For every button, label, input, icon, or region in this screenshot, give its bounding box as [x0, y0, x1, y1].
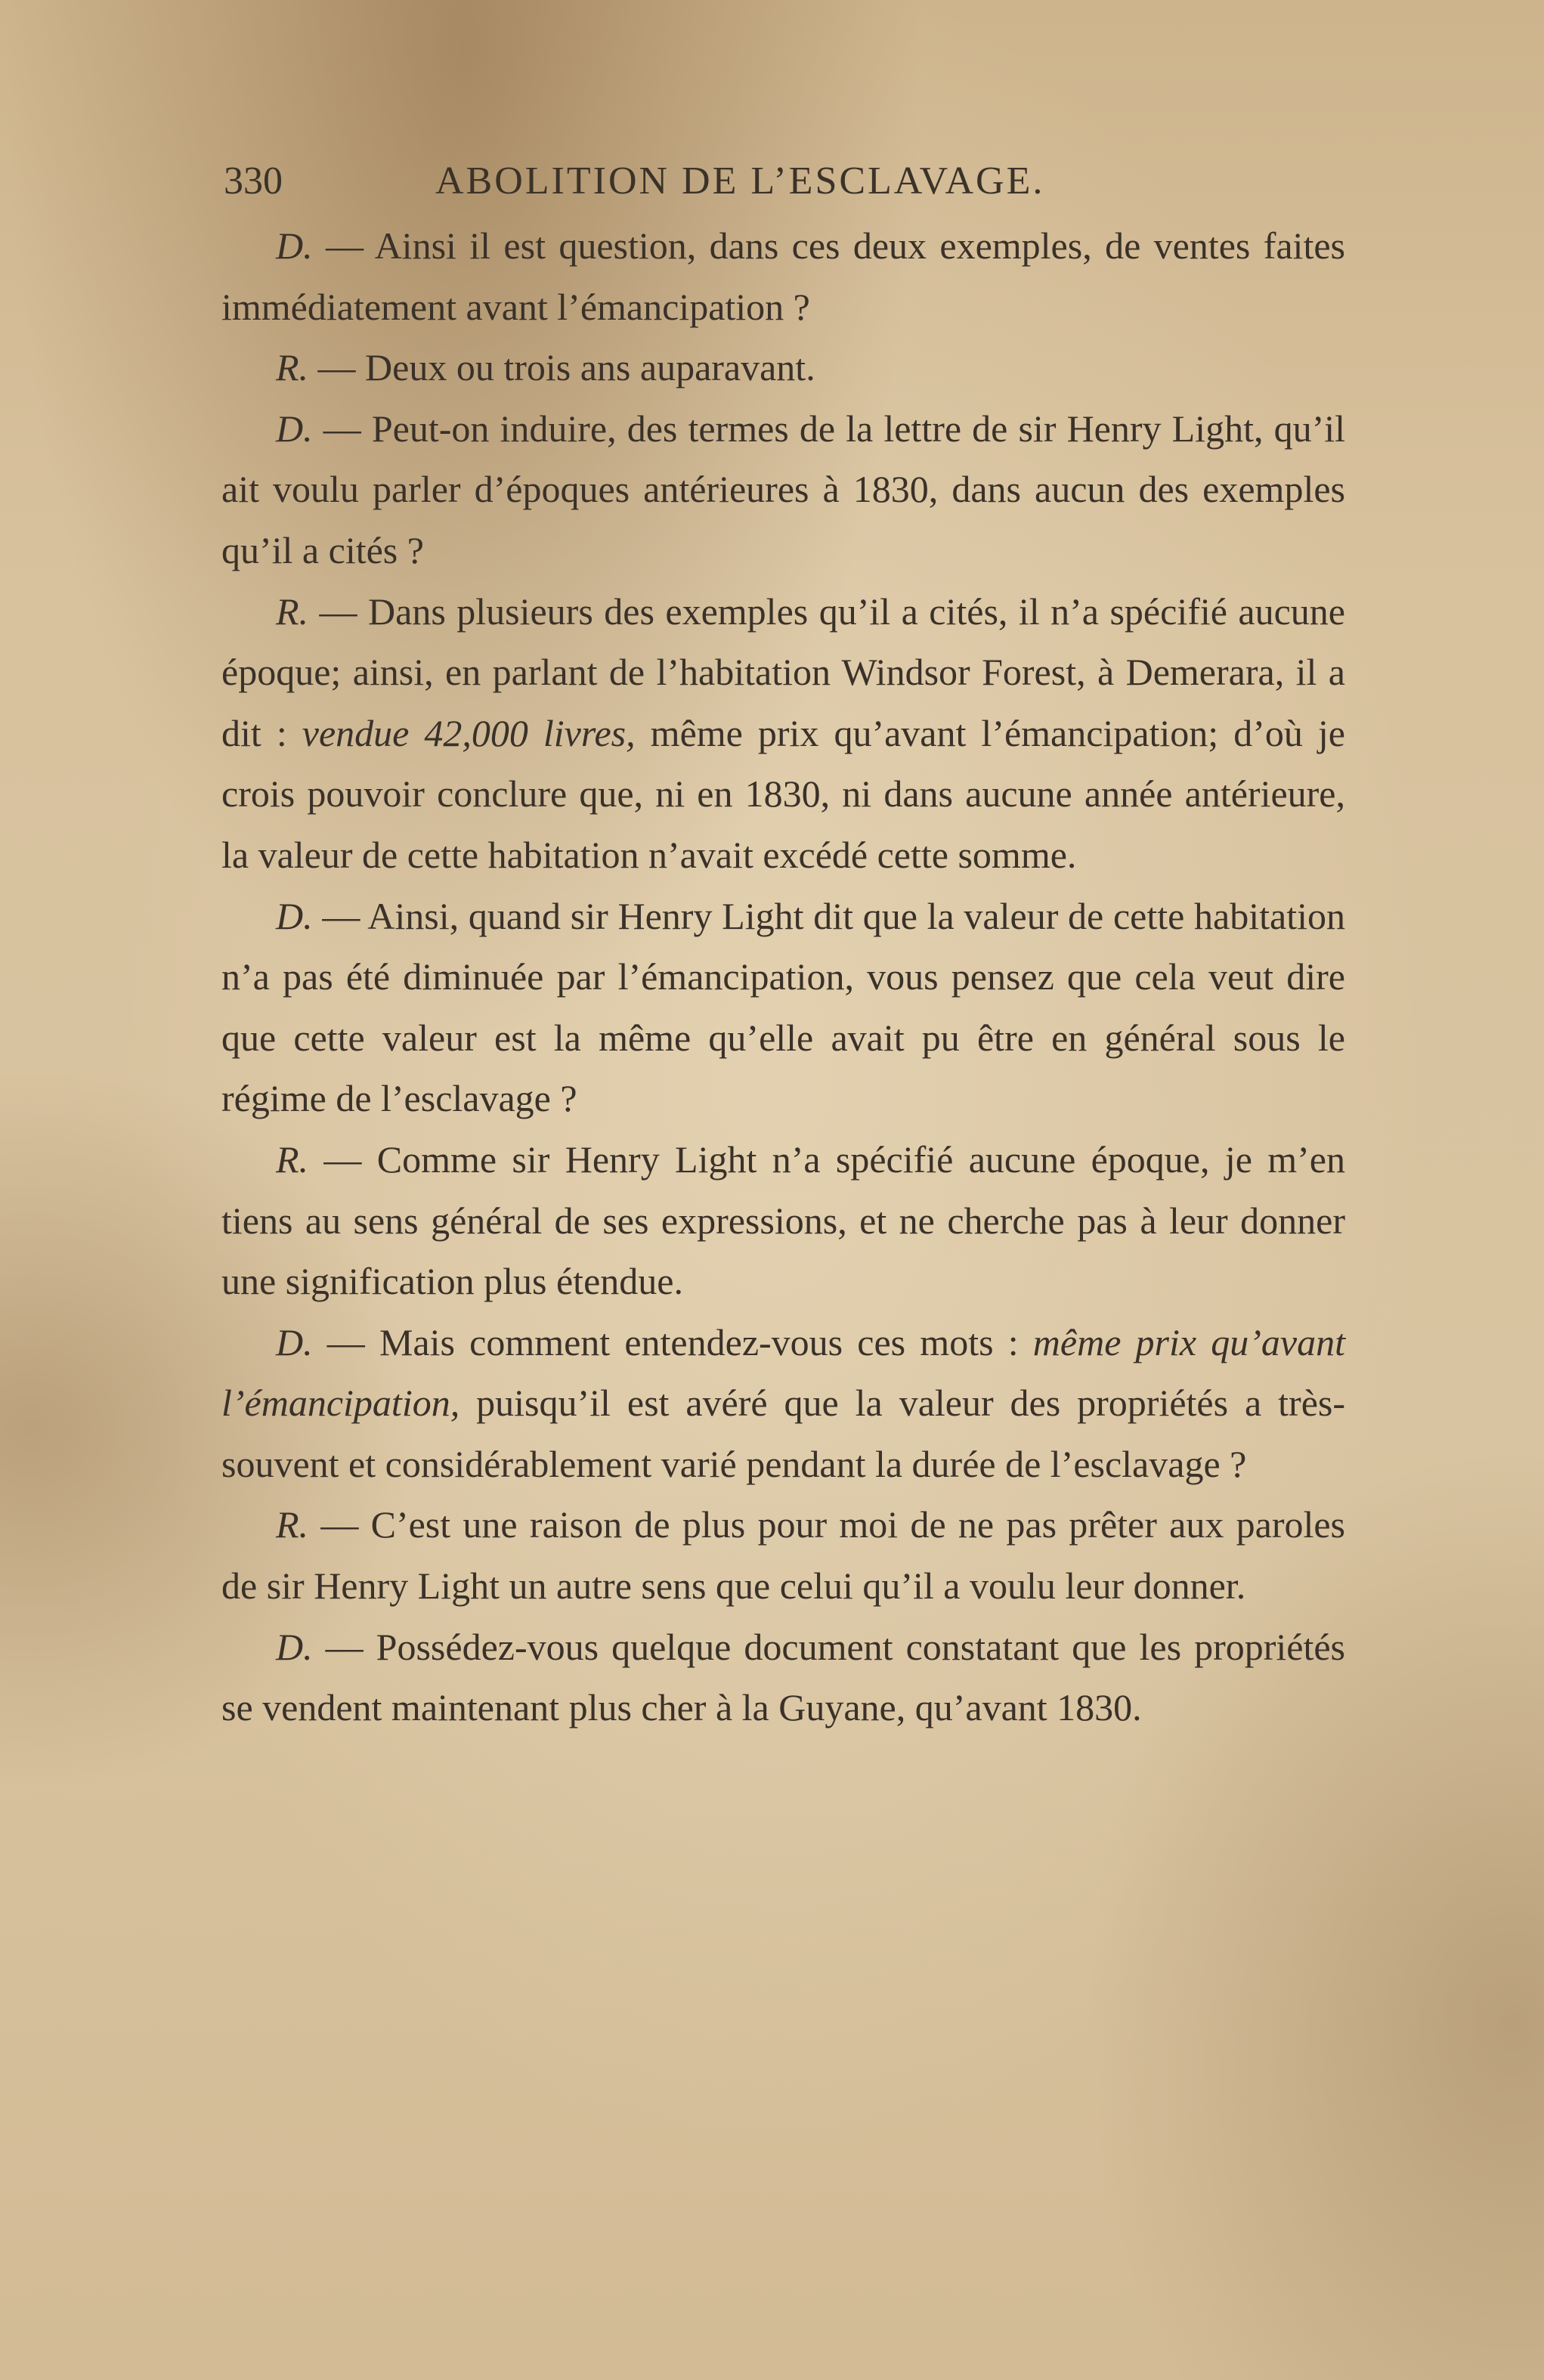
paragraph-question: [221, 1312, 1345, 1495]
paragraph-answer: [221, 1129, 1345, 1312]
speaker-label: D.: [276, 407, 313, 450]
page-header: [224, 155, 1131, 208]
paragraph-text: Possédez-vous quelque document constatant que les propriétés se vendent maintenant plus cher à la Guyane, qu’avant 1830.: [221, 1625, 1345, 1729]
dash: —: [312, 1625, 376, 1668]
paragraph-question: [221, 215, 1345, 337]
speaker-label: R.: [276, 1137, 309, 1181]
dash: —: [308, 1503, 371, 1546]
italic-quote: vendue 42,000 livres,: [302, 711, 636, 754]
paragraph-text: puisqu’il est avéré que la valeur des propriétés a très-souvent et considérablement varié pendant la durée de l’esclavage ?: [221, 1382, 1345, 1485]
dash: —: [312, 224, 375, 267]
paragraph-text: Peut-on induire, des termes de la lettre de sir Henry Light, qu’il ait voulu parler d’époques antérieures à 1830, dans aucun des exemples qu’il a cités ?: [221, 407, 1346, 571]
paragraph-question: [221, 398, 1345, 581]
paragraph-question: [221, 1617, 1345, 1738]
paragraph-text: même prix qu’avant l’émancipation; d’où je crois pouvoir conclure que, ni en 1830, ni dans aucune année antérieure, la valeur de cette habitation n’avait excédé cette somme.: [221, 711, 1345, 876]
paragraph-text: C’est une raison de plus pour moi de ne pas prêter aux paroles de sir Henry Light un autre sens que celui qu’il a voulu leur donner.: [221, 1503, 1346, 1608]
speaker-label: R.: [276, 346, 309, 389]
dialogue-text: [221, 215, 1345, 1738]
speaker-label: R.: [276, 1503, 309, 1546]
page-number: 330: [224, 159, 283, 203]
paragraph-text: Mais comment entendez-vous ces mots :: [379, 1320, 1033, 1363]
paragraph-text: Ainsi il est question, dans ces deux exemples, de ventes faites immédiatement avant l’émancipation ?: [221, 224, 1345, 328]
dash: —: [308, 590, 369, 633]
paragraph-text: Dans plusieurs des exemples qu’il a cités, il n’a spécifié aucune époque; ainsi, en parlant de l’habitation Windsor Forest, à Demerara, il a dit :: [221, 590, 1346, 754]
paragraph-text: Comme sir Henry Light n’a spécifié aucune époque, je m’en tiens au sens général de ses expressions, et ne cherche pas à leur donner une signification plus étendue.: [221, 1137, 1345, 1303]
dash: —: [312, 1320, 379, 1363]
speaker-label: D.: [276, 1625, 313, 1668]
paragraph-text: Deux ou trois ans auparavant.: [365, 346, 815, 389]
italic-quote: même prix qu’avant l’émancipation,: [221, 1320, 1345, 1425]
paragraph-question: [221, 886, 1345, 1129]
speaker-label: R.: [276, 590, 309, 633]
paragraph-answer: [221, 337, 1345, 398]
paragraph-text: Ainsi, quand sir Henry Light dit que la valeur de cette habitation n’a pas été diminuée par l’émancipation, vous pensez que cela veut dire que cette valeur est la même qu’elle avait pu être en général sous le régime de l’esclavage ?: [221, 894, 1345, 1120]
dash: —: [308, 1137, 377, 1181]
dash: —: [312, 407, 372, 450]
dash: —: [308, 346, 366, 389]
paragraph-answer: [221, 1494, 1345, 1616]
speaker-label: D.: [276, 1320, 313, 1363]
dash: —: [312, 894, 368, 937]
running-title: ABOLITION DE L’ESCLAVAGE.: [435, 159, 1045, 203]
paragraph-answer: [221, 581, 1345, 886]
speaker-label: D.: [276, 894, 313, 937]
speaker-label: D.: [276, 224, 313, 267]
